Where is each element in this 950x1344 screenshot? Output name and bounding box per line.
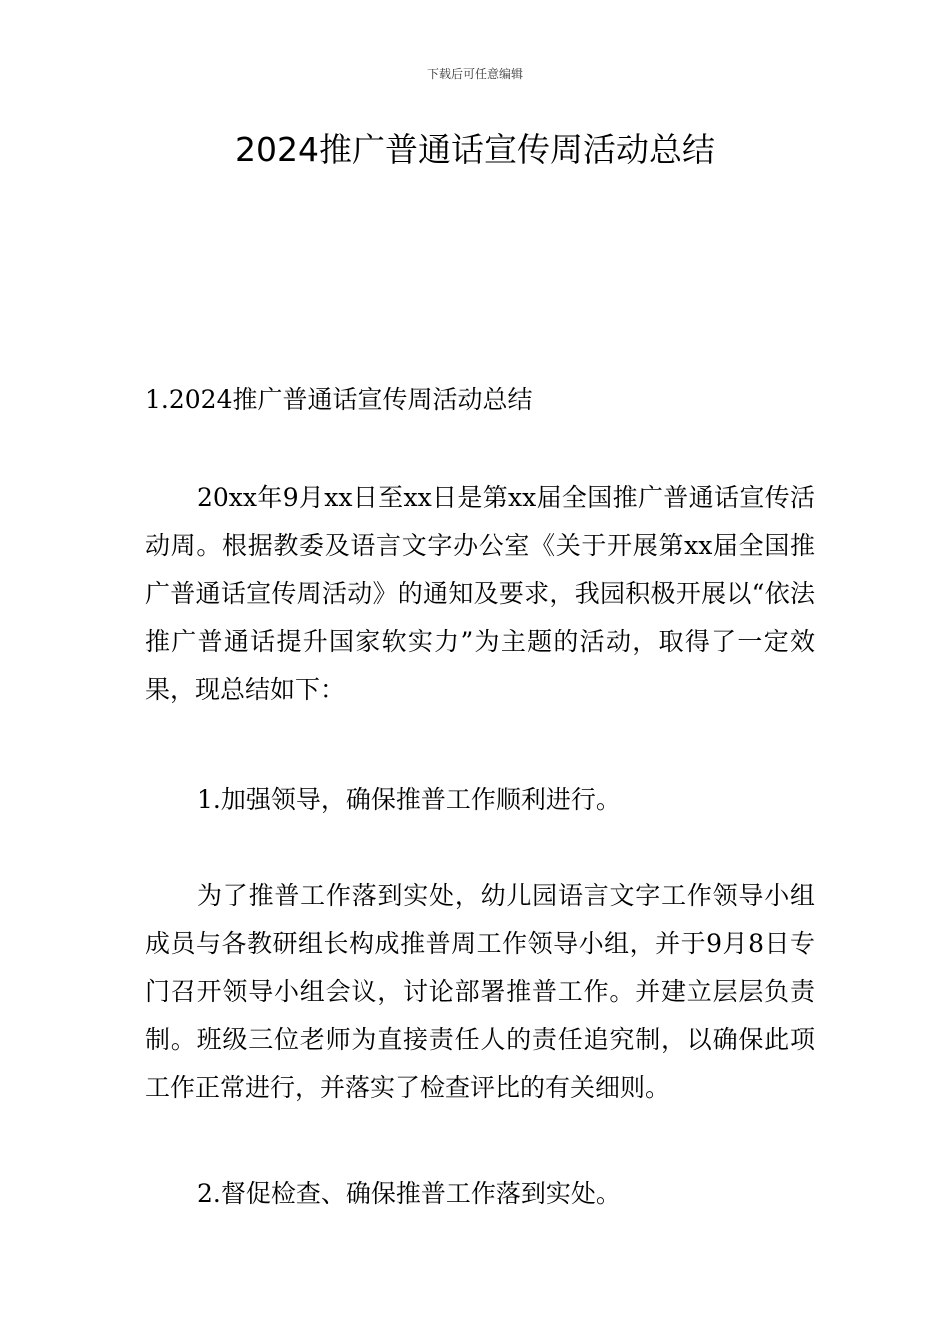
section-title: 1.2024推广普通话宣传周活动总结 [145,385,533,414]
header-note: 下载后可任意编辑 [426,67,523,81]
paragraph-intro: 20xx年9月xx日至xx日是第xx届全国推广普通话宣传活动周。根据教委及语言文字办公室《关于开展第xx届全国推广普通话宣传周活动》的通知及要求，我园积极开展以“依法推广普通话提升国家软实力”为主题的活动，取得了一定效果，现总结如下： [145,483,815,704]
subheading-inspection: 2.督促检查、确保推普工作落到实处。 [197,1179,621,1208]
document-title: 2024推广普通话宣传周活动总结 [235,130,715,169]
paragraph-leadership: 为了推普工作落到实处，幼儿园语言文字工作领导小组成员与各教研组长构成推普周工作领导小组，并于9月8日专门召开领导小组会议，讨论部署推普工作。并建立层层负责制。班级三位老师为直接责任人的责任追究制，以确保此项工作正常进行，并落实了检查评比的有关细则。 [145,881,815,1102]
subheading-leadership: 1.加强领导，确保推普工作顺利进行。 [197,785,621,814]
